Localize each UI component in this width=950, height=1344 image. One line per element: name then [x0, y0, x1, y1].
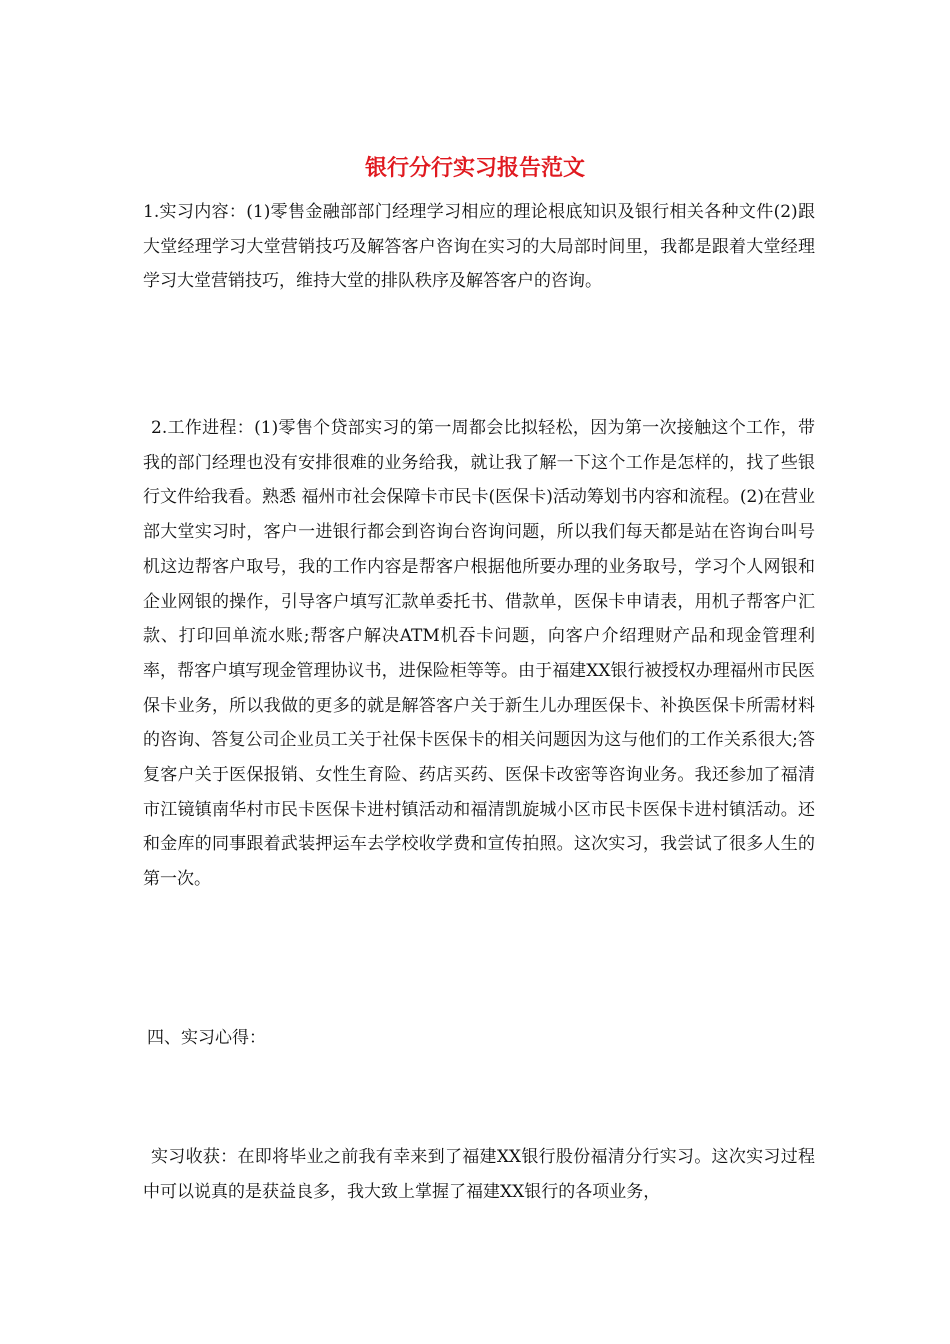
paragraph-internship-content: 1.实习内容：(1)零售金融部部门经理学习相应的理论根底知识及银行相关各种文件(2)跟大堂经理学习大堂营销技巧及解答客户咨询在实习的大局部时间里，我都是跟着大堂经理学习大堂营销技巧，维持大堂的排队秩序及解答客户的咨询。: [143, 202, 815, 292]
document-title: 银行分行实习报告范文: [364, 155, 585, 181]
paragraph-work-process: 2.工作进程：(1)零售个贷部实习的第一周都会比拟轻松，因为第一次接触这个工作，带我的部门经理也没有安排很难的业务给我，就让我了解一下这个工作是怎样的，找了些银行文件给我看。熟悉 福州市社会保障卡市民卡(医保卡)活动筹划书内容和流程。(2)在营业部大堂实习时，客户一进银行都会到咨询台咨询问题，所以我们每天都是站在咨询台叫号机这边帮客户取号，我的工作内容是帮客户根据他所要办理的业务取号，学习个人网银和企业网银的操作，引导客户填写汇款单委托书、借款单，医保卡申请表，用机子帮客户汇款、打印回单流水账;帮客户解决ATM机吞卡问题，向客户介绍理财产品和现金管理利率，帮客户填写现金管理协议书，进保险柜等等。由于福建XX银行被授权办理福州市民医保卡业务，所以我做的更多的就是解答客户关于新生儿办理医保卡、补换医保卡所需材料的咨询、答复公司企业员工关于社保卡医保卡的相关问题因为这与他们的工作关系很大;答复客户关于医保报销、女性生育险、药店买药、医保卡改密等咨询业务。我还参加了福清市江镜镇南华村市民卡医保卡进村镇活动和福清凯旋城小区市民卡医保卡进村镇活动。还和金库的同事跟着武装押运车去学校收学费和宣传拍照。这次实习，我尝试了很多人生的第一次。: [143, 418, 815, 890]
section-heading-internship-reflections: 四、实习心得：: [147, 1028, 266, 1048]
paragraph-internship-gains: 实习收获：在即将毕业之前我有幸来到了福建XX银行股份福清分行实习。这次实习过程中可以说真的是获益良多，我大致上掌握了福建XX银行的各项业务，: [143, 1147, 815, 1202]
